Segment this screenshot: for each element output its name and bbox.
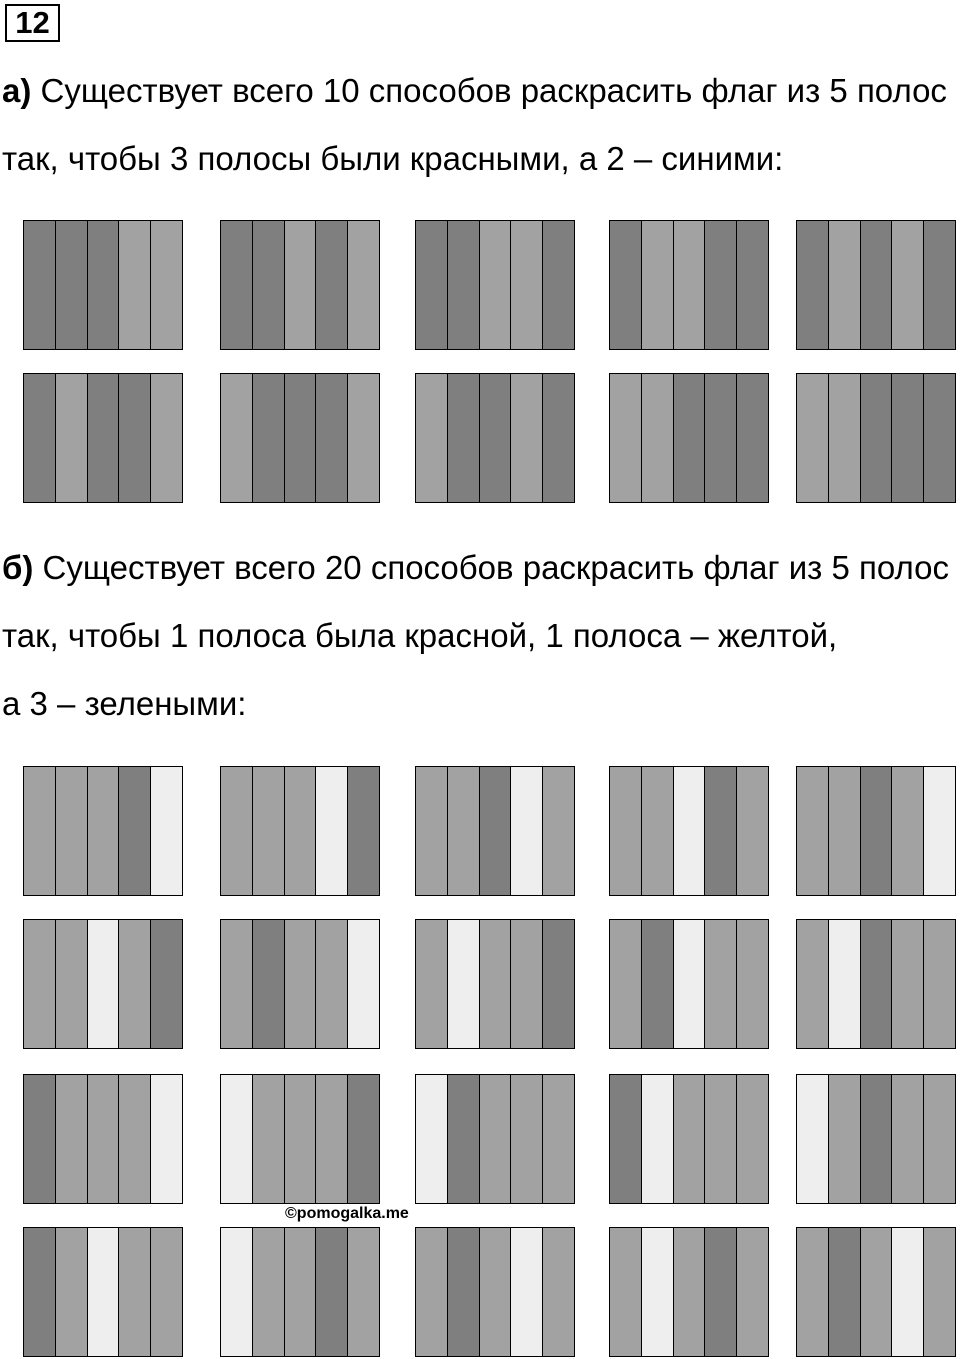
flag-stripe (511, 374, 543, 502)
flag-stripe (119, 221, 151, 349)
flag-stripe (285, 1075, 317, 1203)
flag-stripe (924, 374, 955, 502)
flag-stripe (448, 1075, 480, 1203)
flag-stripe (861, 1075, 893, 1203)
part-b-flag-17 (220, 1227, 380, 1357)
flag-stripe (642, 1228, 674, 1356)
flag-stripe (24, 221, 56, 349)
flag-stripe (924, 1228, 955, 1356)
flag-stripe (316, 920, 348, 1048)
flag-stripe (705, 920, 737, 1048)
flag-stripe (480, 1228, 512, 1356)
flag-stripe (642, 1075, 674, 1203)
flag-stripe (56, 1228, 88, 1356)
watermark: ©pomogalka.me (285, 1205, 409, 1222)
part-a-flag-8 (415, 373, 575, 503)
problem-number: 12 (5, 4, 60, 42)
flag-stripe (151, 1075, 182, 1203)
flag-stripe (24, 767, 56, 895)
flag-stripe (829, 1075, 861, 1203)
flag-stripe (119, 1228, 151, 1356)
flag-stripe (924, 221, 955, 349)
flag-stripe (705, 767, 737, 895)
flag-stripe (348, 767, 379, 895)
part-a-flag-4 (609, 220, 769, 350)
part-b-flag-19 (609, 1227, 769, 1357)
flag-stripe (253, 221, 285, 349)
flag-stripe (56, 221, 88, 349)
flag-stripe (416, 374, 448, 502)
flag-stripe (829, 1228, 861, 1356)
flag-stripe (88, 1228, 120, 1356)
part-b-flag-5 (796, 766, 956, 896)
flag-stripe (642, 374, 674, 502)
flag-stripe (119, 1075, 151, 1203)
flag-stripe (416, 920, 448, 1048)
flag-stripe (797, 1075, 829, 1203)
flag-stripe (56, 1075, 88, 1203)
part-b-flag-4 (609, 766, 769, 896)
part-b-text-1: Существует всего 20 способов раскрасить флаг из 5 полос (33, 549, 949, 586)
flag-stripe (416, 1228, 448, 1356)
flag-stripe (416, 1075, 448, 1203)
flag-stripe (511, 1228, 543, 1356)
flag-stripe (924, 767, 955, 895)
part-b-label: б) (2, 549, 34, 586)
flag-stripe (705, 374, 737, 502)
flag-stripe (151, 920, 182, 1048)
flag-stripe (285, 221, 317, 349)
part-b-flag-16 (23, 1227, 183, 1357)
flag-stripe (221, 374, 253, 502)
flag-stripe (221, 221, 253, 349)
part-a-line-2: так, чтобы 3 полосы были красными, а 2 – синими: (2, 140, 784, 177)
flag-stripe (642, 920, 674, 1048)
flag-stripe (448, 767, 480, 895)
part-b-flag-15 (796, 1074, 956, 1204)
flag-stripe (892, 1075, 924, 1203)
flag-stripe (511, 767, 543, 895)
flag-stripe (797, 1228, 829, 1356)
flag-stripe (924, 920, 955, 1048)
flag-stripe (674, 1075, 706, 1203)
flag-stripe (543, 1228, 574, 1356)
part-a-flag-3 (415, 220, 575, 350)
part-a-label: а) (2, 72, 32, 109)
flag-stripe (705, 1228, 737, 1356)
flag-stripe (610, 767, 642, 895)
flag-stripe (285, 767, 317, 895)
flag-stripe (797, 221, 829, 349)
part-a-flag-9 (609, 373, 769, 503)
flag-stripe (119, 374, 151, 502)
flag-stripe (221, 920, 253, 1048)
flag-stripe (416, 221, 448, 349)
flag-stripe (829, 221, 861, 349)
flag-stripe (56, 920, 88, 1048)
flag-stripe (480, 374, 512, 502)
part-a-text-1: Существует всего 10 способов раскрасить флаг из 5 полос (31, 72, 947, 109)
part-b-flag-10 (796, 919, 956, 1049)
part-b-flag-7 (220, 919, 380, 1049)
flag-stripe (737, 374, 768, 502)
flag-stripe (829, 374, 861, 502)
flag-stripe (88, 920, 120, 1048)
flag-stripe (642, 767, 674, 895)
flag-stripe (642, 221, 674, 349)
flag-stripe (610, 1075, 642, 1203)
flag-stripe (316, 1075, 348, 1203)
part-b-flag-6 (23, 919, 183, 1049)
flag-stripe (88, 1075, 120, 1203)
flag-stripe (88, 221, 120, 349)
flag-stripe (316, 221, 348, 349)
flag-stripe (316, 767, 348, 895)
flag-stripe (610, 920, 642, 1048)
flag-stripe (480, 920, 512, 1048)
flag-stripe (892, 374, 924, 502)
flag-stripe (480, 221, 512, 349)
part-a-flag-2 (220, 220, 380, 350)
flag-stripe (316, 1228, 348, 1356)
flag-stripe (674, 221, 706, 349)
flag-stripe (348, 221, 379, 349)
flag-stripe (892, 767, 924, 895)
flag-stripe (448, 1228, 480, 1356)
flag-stripe (737, 767, 768, 895)
part-b-flag-2 (220, 766, 380, 896)
flag-stripe (348, 920, 379, 1048)
flag-stripe (543, 221, 574, 349)
flag-stripe (705, 221, 737, 349)
part-a-flag-6 (23, 373, 183, 503)
flag-stripe (253, 1075, 285, 1203)
flag-stripe (285, 920, 317, 1048)
part-b-flag-18 (415, 1227, 575, 1357)
flag-stripe (861, 1228, 893, 1356)
flag-stripe (253, 1228, 285, 1356)
flag-stripe (737, 920, 768, 1048)
part-b-flag-11 (23, 1074, 183, 1204)
part-a-line-1 (2, 71, 947, 111)
flag-stripe (861, 374, 893, 502)
flag-stripe (253, 920, 285, 1048)
flag-stripe (511, 920, 543, 1048)
flag-stripe (480, 1075, 512, 1203)
flag-stripe (24, 1075, 56, 1203)
flag-stripe (253, 374, 285, 502)
flag-stripe (543, 920, 574, 1048)
part-b-flag-13 (415, 1074, 575, 1204)
flag-stripe (151, 767, 182, 895)
flag-stripe (610, 221, 642, 349)
flag-stripe (674, 374, 706, 502)
part-b-flag-20 (796, 1227, 956, 1357)
flag-stripe (151, 1228, 182, 1356)
flag-stripe (24, 920, 56, 1048)
part-a-flag-10 (796, 373, 956, 503)
flag-stripe (829, 920, 861, 1048)
flag-stripe (737, 221, 768, 349)
flag-stripe (674, 1228, 706, 1356)
part-b-flag-3 (415, 766, 575, 896)
flag-stripe (511, 221, 543, 349)
flag-stripe (543, 1075, 574, 1203)
flag-stripe (543, 374, 574, 502)
part-b-flag-12 (220, 1074, 380, 1204)
part-b-line-2: так, чтобы 1 полоса была красной, 1 полоса – желтой, (2, 617, 838, 654)
part-b-line-3: а 3 – зелеными: (2, 685, 247, 722)
part-b-flag-14 (609, 1074, 769, 1204)
flag-stripe (253, 767, 285, 895)
part-b-line-1 (2, 548, 949, 588)
flag-stripe (88, 374, 120, 502)
flag-stripe (511, 1075, 543, 1203)
part-b-flag-9 (609, 919, 769, 1049)
flag-stripe (24, 374, 56, 502)
flag-stripe (924, 1075, 955, 1203)
flag-stripe (861, 920, 893, 1048)
flag-stripe (348, 1228, 379, 1356)
flag-stripe (285, 1228, 317, 1356)
flag-stripe (797, 920, 829, 1048)
flag-stripe (610, 374, 642, 502)
flag-stripe (285, 374, 317, 502)
flag-stripe (797, 374, 829, 502)
part-b-flag-8 (415, 919, 575, 1049)
flag-stripe (119, 920, 151, 1048)
flag-stripe (448, 374, 480, 502)
flag-stripe (448, 221, 480, 349)
part-a-flag-5 (796, 220, 956, 350)
flag-stripe (829, 767, 861, 895)
flag-stripe (221, 1228, 253, 1356)
flag-stripe (221, 1075, 253, 1203)
flag-stripe (892, 1228, 924, 1356)
flag-stripe (56, 767, 88, 895)
flag-stripe (56, 374, 88, 502)
flag-stripe (24, 1228, 56, 1356)
flag-stripe (737, 1228, 768, 1356)
flag-stripe (674, 767, 706, 895)
flag-stripe (416, 767, 448, 895)
flag-stripe (892, 221, 924, 349)
flag-stripe (610, 1228, 642, 1356)
part-b-flag-1 (23, 766, 183, 896)
flag-stripe (861, 767, 893, 895)
flag-stripe (861, 221, 893, 349)
part-a-flag-7 (220, 373, 380, 503)
flag-stripe (674, 920, 706, 1048)
flag-stripe (737, 1075, 768, 1203)
flag-stripe (448, 920, 480, 1048)
flag-stripe (221, 767, 253, 895)
flag-stripe (348, 1075, 379, 1203)
flag-stripe (119, 767, 151, 895)
flag-stripe (480, 767, 512, 895)
flag-stripe (797, 767, 829, 895)
flag-stripe (543, 767, 574, 895)
flag-stripe (88, 767, 120, 895)
part-a-flag-1 (23, 220, 183, 350)
flag-stripe (316, 374, 348, 502)
flag-stripe (705, 1075, 737, 1203)
flag-stripe (151, 221, 182, 349)
flag-stripe (892, 920, 924, 1048)
flag-stripe (348, 374, 379, 502)
flag-stripe (151, 374, 182, 502)
